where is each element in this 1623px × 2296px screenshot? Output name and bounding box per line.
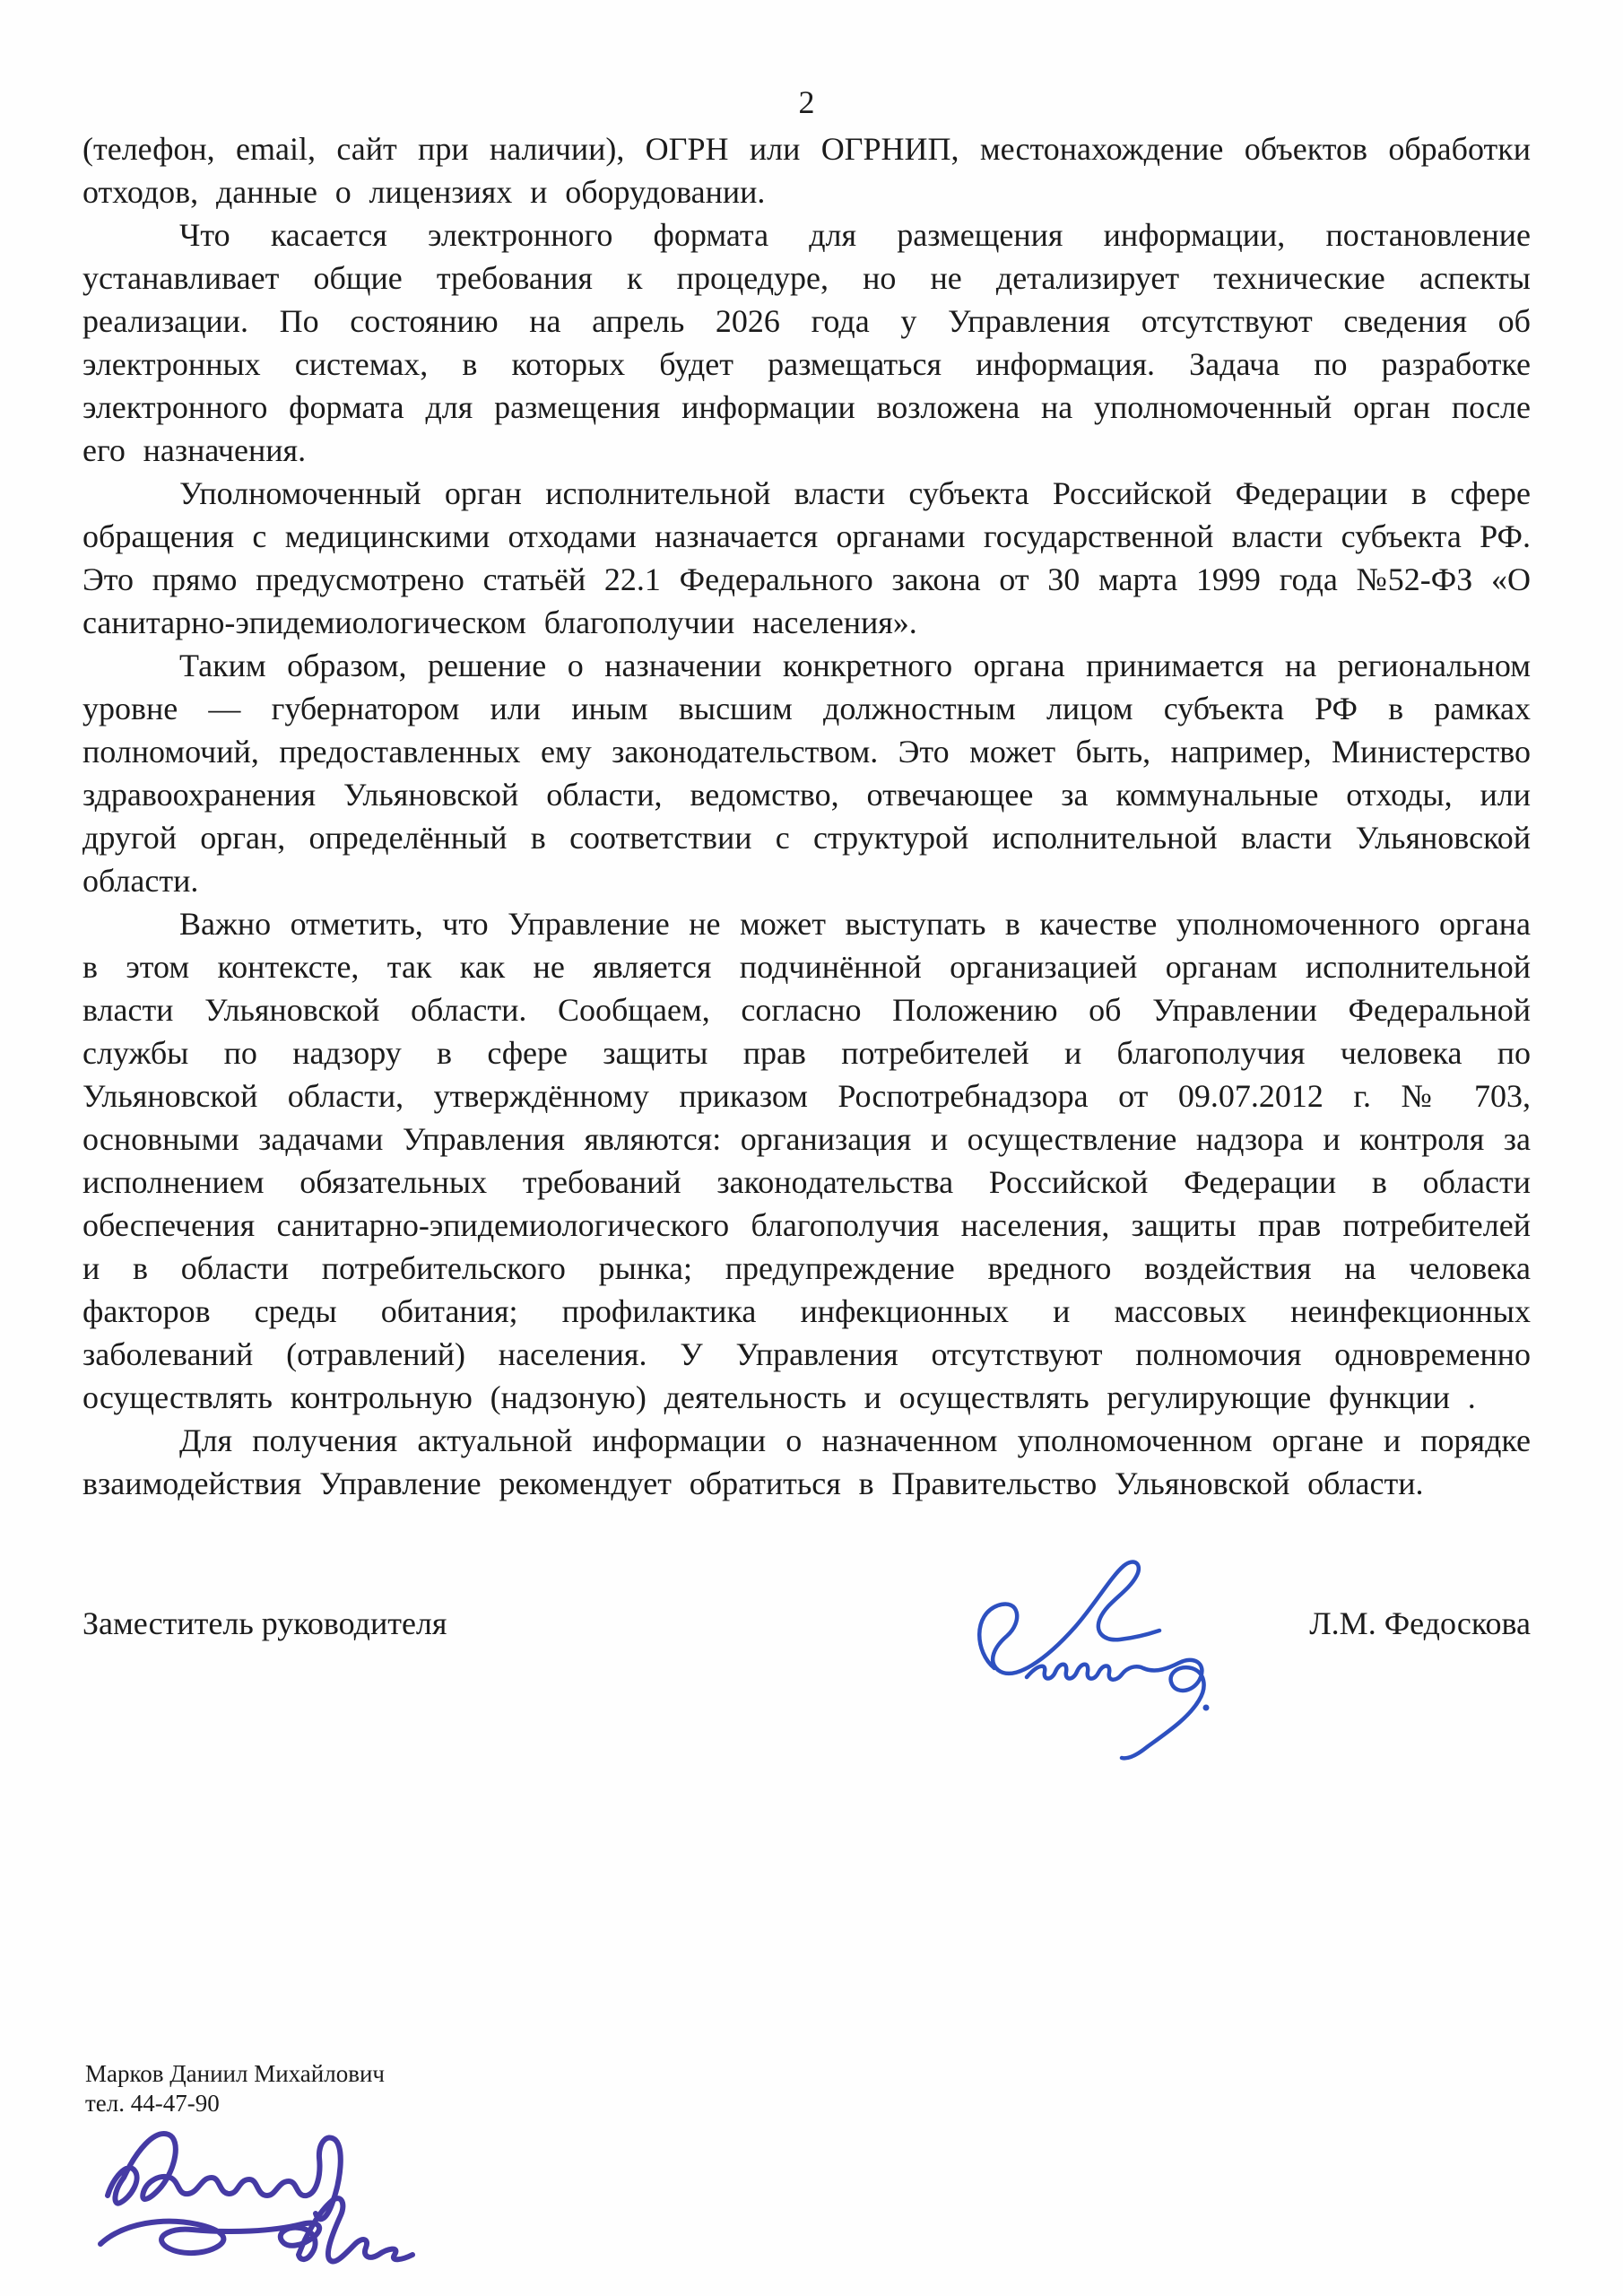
page-number: 2 — [798, 84, 815, 120]
paragraph: Таким образом, решение о назначении конкретного органа принимается на региональном уровне — губернатором или иным высшим должностным лицом субъекта РФ в рамках полномочий, предоставленных ему законодательством. Это может быть, например, Министерство здравоохранения Ульяновской области, ведомство, отвечающее за коммунальные отходы, или другой орган, определённый в соответствии с структурой исполнительной власти Ульяновской области. — [82, 648, 1531, 899]
letter-body — [82, 127, 1531, 1505]
executor-phone: тел. 44-47-90 — [85, 2090, 220, 2117]
paragraph: (телефон, email, сайт при наличии), ОГРН или ОГРНИП, местонахождение объектов обработки отходов, данные о лицензиях и оборудовании. — [82, 131, 1531, 210]
paragraph: Уполномоченный орган исполнительной власти субъекта Российской Федерации в сфере обращения с медицинскими отходами назначается органами государственной власти субъекта РФ. Это прямо предусмотрено статьёй 22.1 Федерального закона от 30 марта 1999 года №52-ФЗ «О санитарно-эпидемиологическом благополучии населения». — [82, 475, 1531, 640]
signature-stroke — [1027, 1660, 1204, 1759]
signature-stroke — [108, 2134, 341, 2219]
executor-footer — [85, 2059, 385, 2118]
paragraph: Что касается электронного формата для размещения информации, постановление устанавливает общие требования к процедуре, но не детализирует технические аспекты реализации. По состоянию на апрель 2026 года у Управления отсутствуют сведения об электронных системах, в которых будет размещаться информация. Задача по разработке электронного формата для размещения информации возложена на уполномоченный орган после его назначения. — [82, 217, 1531, 468]
paragraph: Важно отметить, что Управление не может выступать в качестве уполномоченного органа в этом контексте, так как не является подчинённой организацией органам исполнительной власти Ульяновской области. Сообщаем, согласно Положению об Управлении Федеральной службы по надзору в сфере защиты прав потребителей и благополучия человека по Ульяновской области, утверждённому приказом Роспотребнадзора от 09.07.2012 г. № 703, основными задачами Управления являются: организация и осуществление надзора и контроля за исполнением обязательных требований законодательства Российской Федерации в области обеспечения санитарно-эпидемиологического благополучия населения, защиты прав потребителей и в области потребительского рынка; предупреждение вредного воздействия на человека факторов среды обитания; профилактика инфекционных и массовых неинфекционных заболеваний (отравлений) населения. У Управления отсутствуют полномочия одновременно осуществлять контрольную (надзоную) деятельность и осуществлять регулирующие функции . — [82, 906, 1531, 1415]
paragraph: Для получения актуальной информации о назначенном уполномоченном органе и порядке взаимодействия Управление рекомендует обратиться в Правительство Ульяновской области. — [82, 1422, 1531, 1501]
signature-dot — [1203, 1705, 1210, 1711]
signer-name: Л.М. Федоскова — [1309, 1605, 1531, 1641]
signer-position-title: Заместитель руководителя — [82, 1605, 447, 1641]
signature-stroke — [100, 2198, 412, 2261]
handwritten-signature-icon — [964, 1552, 1255, 1771]
signature-block — [82, 1604, 1531, 1643]
executor-name: Марков Даниил Михайлович — [85, 2060, 385, 2087]
signature-stroke — [979, 1562, 1159, 1674]
executor-handwritten-signature-icon — [88, 2120, 464, 2296]
